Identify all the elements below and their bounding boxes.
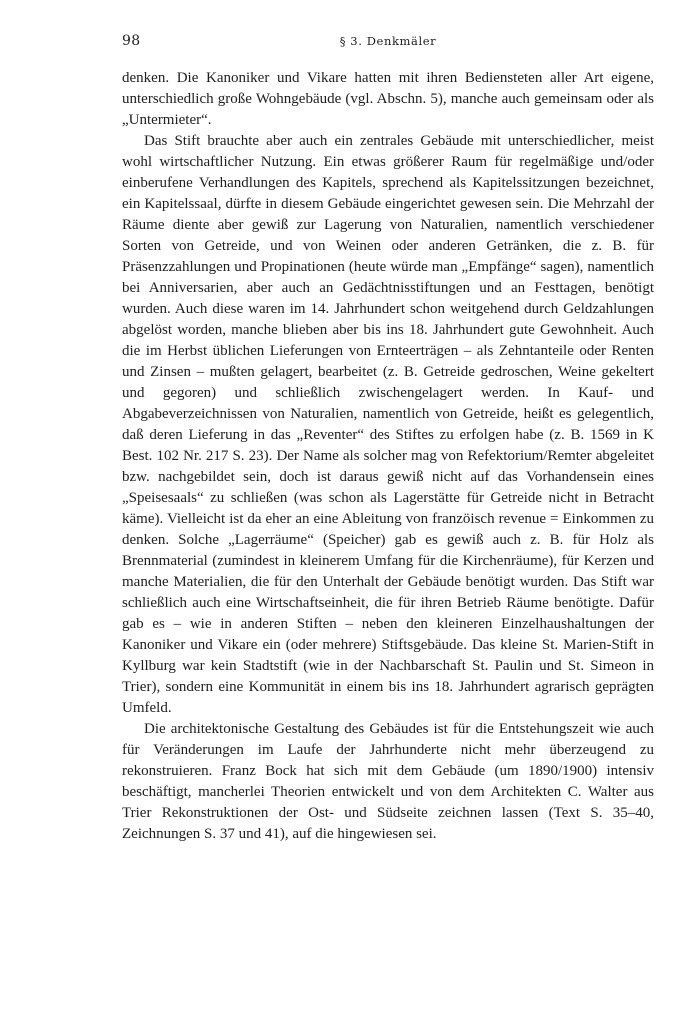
page-number: 98 [122, 33, 141, 49]
paragraph-architektur: Die architektonische Gestaltung des Gebäudes ist für die Entstehungszeit wie auch für Veränderungen im Laufe der Jahrhunderte nicht mehr überzeugend zu rekonstruieren. Franz Bock hat sich mit dem Gebäude (um 1890/1900) intensiv beschäftigt, mancherlei Theorien entwickelt und von dem Architekten C. Walter aus Trier Rekonstruktionen der Ost- und Südseite zeichnen lassen (Text S. 35–40, Zeichnungen S. 37 und 41), auf die hingewiesen sei. [122, 721, 654, 842]
paragraph-stift-gebaeude: Das Stift brauchte aber auch ein zentrales Gebäude mit unterschiedlicher, meist wohl wirtschaftlicher Nutzung. Ein etwas größerer Raum für regelmäßige und/oder einberufene Verhandlungen des Kapitels, sprechend als Kapitelssitzungen bezeichnet, ein Kapitelssaal, dürfte in diesem Gebäude eingerichtet gewesen sein. Die Mehrzahl der Räume diente aber gewiß zur Lagerung von Naturalien, namentlich verschiedener Sorten von Getreide, und von Weinen oder anderen Getränken, die z. B. für Präsenzzahlungen und Propinationen (heute würde man „Empfänge“ sagen), namentlich bei Anniversarien, aber auch an Gedächtnisstiftungen und an Festtagen, benötigt wurden. Auch diese waren im 14. Jahrhundert schon weitgehend durch Geldzahlungen abgelöst worden, manche blieben aber bis ins 18. Jahrhundert gute Gewohnheit. Auch die im Herbst üblichen Lieferungen von Ernteerträgen – als Zehntanteile oder Renten und Zinsen – mußten gelagert, bearbeitet (z. B. Getreide gedroschen, Weine gekeltert und gegoren) und schließlich zwischengelagert werden. In Kauf- und Abgabeverzeichnissen von Naturalien, namentlich von Getreide, heißt es gelegentlich, daß deren Lieferung in das „Reventer“ des Stiftes zu erfolgen habe (z. B. 1569 in K Best. 102 Nr. 217 S. 23). Der Name als solcher mag von Refektorium/Remter abgeleitet bzw. nachgebildet sein, doch ist daraus gewiß nicht auf das Vorhandensein eines „Speisesaals“ zu schließen (was schon als Lagerstätte für Getreide nicht in Betracht käme). Vielleicht ist da eher an eine Ableitung von franzöisch revenue = Einkommen zu denken. Solche „Lagerräume“ (Speicher) gab es gewiß auch z. B. für Holz als Brennmaterial (zumindest in kleinerem Umfang für die Kirchenräume), für Kerzen und manche Materialien, die für den Unterhalt der Gebäude benötigt wurden. Das Stift war schließlich auch eine Wirtschaftseinheit, die für ihren Betrieb Räume benötigte. Dafür gab es – wie in anderen Stiften – neben den kleineren Einzelhaushaltungen der Kanoniker und Vikare ein (oder mehrere) Stiftsgebäude. Das kleine St. Marien-Stift in Kyllburg war kein Stadtstift (wie in der Nachbarschaft St. Paulin und St. Simeon in Trier), sondern eine Kommunität in einem bis ins 18. Jahrhundert agrarisch geprägten Umfeld. [122, 133, 654, 716]
section-title: § 3. Denkmäler [339, 34, 437, 48]
paragraph-continued: denken. Die Kanoniker und Vikare hatten mit ihren Bediensteten aller Art eigene, unterschiedlich große Wohngebäude (vgl. Abschn. 5), manche auch gemeinsam oder als „Untermieter“. [122, 70, 654, 128]
body-text [122, 68, 654, 845]
running-head [122, 33, 654, 53]
